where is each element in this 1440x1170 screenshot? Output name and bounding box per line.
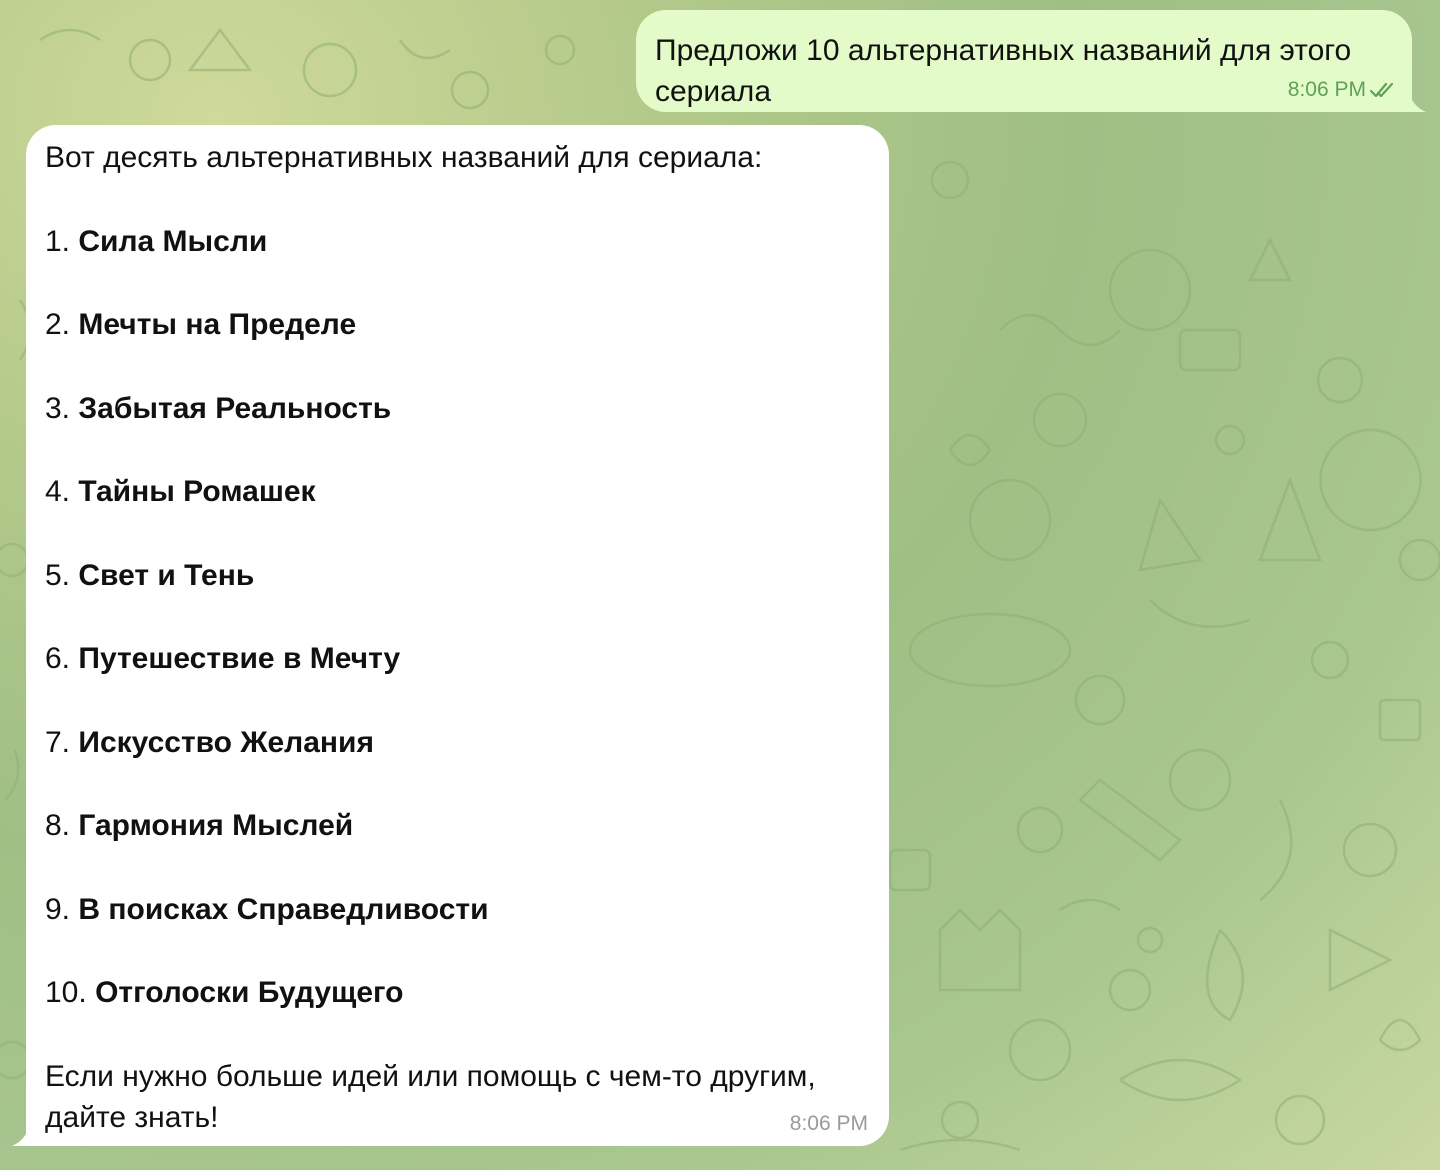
list-item-title: В поисках Справедливости [78,892,489,926]
bubble-tail-icon [1402,90,1426,112]
list-item-title: Забытая Реальность [78,391,392,425]
list-item-number: 7. [45,725,71,759]
list-item-title: Тайны Ромашек [78,475,316,508]
list-item [45,388,869,429]
list-item-title: Мечты на Пределе [78,308,357,341]
list-item [45,555,869,596]
list-item-number: 3. [45,391,71,425]
double-check-read-icon [1370,81,1398,99]
list-item-title: Свет и Тень [78,558,255,592]
list-item-title: Искусство Желания [78,725,374,759]
list-item [45,638,869,679]
list-item-title: Сила Мысли [78,224,268,258]
list-item-number: 6. [45,642,71,675]
list-item [45,972,869,1013]
outgoing-message-text: Предложи 10 альтернативных названий для этого сериала [655,34,1352,108]
list-item-title: Отголоски Будущего [95,976,404,1009]
list-item-number: 2. [45,308,71,341]
incoming-message-intro: Вот десять альтернативных названий для сериала: [45,141,763,174]
list-item-title: Путешествие в Мечту [78,642,401,675]
list-item-number: 10. [45,976,87,1009]
list-item-number: 9. [45,892,71,926]
incoming-message-bubble[interactable] [26,125,889,1146]
list-item [45,304,869,345]
outgoing-message-meta [1288,78,1398,102]
list-item [45,722,869,763]
outgoing-message-bubble[interactable] [636,10,1412,112]
list-item-number: 4. [45,475,71,508]
list-item-title: Гармония Мыслей [78,809,354,842]
list-item-number: 1. [45,224,71,258]
bubble-tail-icon [12,1124,36,1146]
list-item [45,221,869,262]
incoming-message-time: 8:06 PM [789,1112,868,1135]
outgoing-message-time: 8:06 PM [1287,78,1366,101]
list-item [45,471,869,512]
list-item-number: 5. [45,558,71,592]
list-item [45,889,869,930]
list-item-number: 8. [45,809,71,842]
list-item [45,805,869,846]
incoming-message-closing: Если нужно больше идей или помощь с чем-то другим, дайте знать! [45,1059,816,1134]
